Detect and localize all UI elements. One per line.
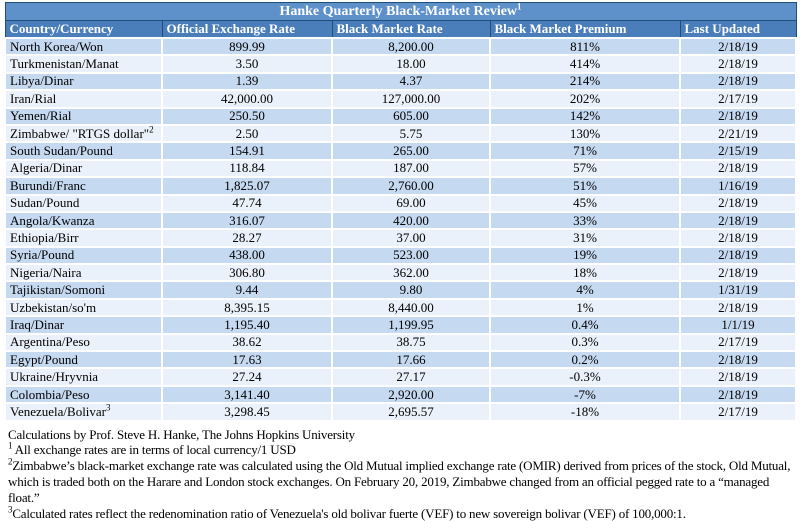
cell-official-rate: 28.27 [162, 229, 332, 246]
cell-black-market-rate: 38.75 [332, 334, 490, 351]
cell-last-updated: 2/15/19 [680, 142, 796, 159]
table-row [5, 177, 796, 194]
cell-last-updated: 2/21/19 [680, 125, 796, 142]
cell-black-market-rate: 2,920.00 [332, 386, 490, 403]
cell-official-rate: 250.50 [162, 108, 332, 125]
row-footnote-ref: 3 [106, 403, 111, 413]
cell-premium: 45% [490, 195, 680, 212]
cell-last-updated: 1/1/19 [680, 316, 796, 333]
table-row [5, 316, 796, 333]
cell-official-rate: 27.24 [162, 368, 332, 385]
table-row [5, 160, 796, 177]
cell-official-rate: 899.99 [162, 38, 332, 55]
table-row [5, 229, 796, 246]
cell-premium: 0.2% [490, 351, 680, 368]
cell-premium: 51% [490, 177, 680, 194]
column-header-official-exchange-rate: Official Exchange Rate [162, 21, 332, 39]
cell-country-currency: Venezuela/Bolivar$^3$ [5, 403, 162, 420]
table-row [5, 403, 796, 420]
cell-official-rate: 2.50 [162, 125, 332, 142]
cell-last-updated: 2/18/19 [680, 212, 796, 229]
header-row [5, 21, 796, 39]
cell-premium: 1% [490, 299, 680, 316]
column-header-last-updated: Last Updated [680, 21, 796, 39]
cell-official-rate: 316.07 [162, 212, 332, 229]
cell-premium: 18% [490, 264, 680, 281]
table-row [5, 125, 796, 142]
footnote-1-ref: 1 [8, 441, 13, 452]
cell-black-market-rate: 187.00 [332, 160, 490, 177]
cell-country-currency: Libya/Dinar [5, 73, 162, 90]
table-row [5, 73, 796, 90]
cell-last-updated: 2/18/19 [680, 264, 796, 281]
cell-official-rate: 8,395.15 [162, 299, 332, 316]
cell-black-market-rate: 8,440.00 [332, 299, 490, 316]
cell-premium: -7% [490, 386, 680, 403]
footnote-3-ref: 3 [8, 504, 13, 515]
table-row [5, 108, 796, 125]
column-header-country-currency: Country/Currency [5, 21, 162, 39]
cell-country-currency: Egypt/Pound [5, 351, 162, 368]
cell-country-currency: Ukraine/Hryvnia [5, 368, 162, 385]
cell-country-currency: Sudan/Pound [5, 195, 162, 212]
table-row [5, 195, 796, 212]
cell-black-market-rate: 37.00 [332, 229, 490, 246]
table-title [5, 3, 796, 21]
title-footnote-ref: 1 [517, 2, 522, 11]
cell-official-rate: 42,000.00 [162, 90, 332, 107]
footnote-exchange-rates [8, 442, 795, 458]
cell-official-rate: 3,141.40 [162, 386, 332, 403]
cell-official-rate: 1.39 [162, 73, 332, 90]
cell-premium: 31% [490, 229, 680, 246]
cell-premium: 130% [490, 125, 680, 142]
table-row [5, 264, 796, 281]
cell-official-rate: 47.74 [162, 195, 332, 212]
footnote-1-text: All exchange rates are in terms of local currency/1 USD [12, 442, 296, 458]
cell-country-currency: Tajikistan/Somoni [5, 281, 162, 298]
table-row [5, 38, 796, 55]
cell-last-updated: 2/18/19 [680, 160, 796, 177]
footnote-zimbabwe [8, 458, 795, 505]
cell-black-market-rate: 18.00 [332, 55, 490, 72]
cell-premium: 142% [490, 108, 680, 125]
cell-country-currency: Angola/Kwanza [5, 212, 162, 229]
cell-official-rate: 38.62 [162, 334, 332, 351]
cell-country-currency: Iraq/Dinar [5, 316, 162, 333]
cell-premium: 57% [490, 160, 680, 177]
footnotes-section [4, 427, 795, 521]
cell-last-updated: 2/18/19 [680, 368, 796, 385]
footnote-venezuela [8, 506, 795, 521]
cell-black-market-rate: 2,760.00 [332, 177, 490, 194]
cell-last-updated: 2/18/19 [680, 73, 796, 90]
cell-last-updated: 1/31/19 [680, 281, 796, 298]
cell-last-updated: 2/18/19 [680, 55, 796, 72]
cell-last-updated: 2/17/19 [680, 90, 796, 107]
cell-black-market-rate: 9.80 [332, 281, 490, 298]
cell-official-rate: 3,298.45 [162, 403, 332, 420]
credit-line: Calculations by Prof. Steve H. Hanke, The Johns Hopkins University [8, 426, 355, 442]
table-title-text: Hanke Quarterly Black-Market Review [279, 3, 518, 19]
cell-official-rate: 154.91 [162, 142, 332, 159]
cell-country-currency: Ethiopia/Birr [5, 229, 162, 246]
cell-country-currency: South Sudan/Pound [5, 142, 162, 159]
cell-premium: 0.3% [490, 334, 680, 351]
cell-black-market-rate: 523.00 [332, 247, 490, 264]
cell-premium: -0.3% [490, 368, 680, 385]
table-row [5, 55, 796, 72]
cell-country-currency: Iran/Rial [5, 90, 162, 107]
cell-country-currency: Yemen/Rial [5, 108, 162, 125]
cell-official-rate: 17.63 [162, 351, 332, 368]
cell-premium: 214% [490, 73, 680, 90]
cell-last-updated: 2/18/19 [680, 386, 796, 403]
cell-country-currency: Algeria/Dinar [5, 160, 162, 177]
table-row [5, 212, 796, 229]
cell-premium: 33% [490, 212, 680, 229]
cell-official-rate: 9.44 [162, 281, 332, 298]
table-row [5, 386, 796, 403]
cell-country-currency: Argentina/Peso [5, 334, 162, 351]
cell-black-market-rate: 420.00 [332, 212, 490, 229]
cell-country-currency: Colombia/Peso [5, 386, 162, 403]
cell-country-currency: Turkmenistan/Manat [5, 55, 162, 72]
cell-last-updated: 2/17/19 [680, 403, 796, 420]
table-row [5, 90, 796, 107]
cell-premium: 0.4% [490, 316, 680, 333]
cell-last-updated: 2/18/19 [680, 299, 796, 316]
cell-last-updated: 2/18/19 [680, 229, 796, 246]
cell-black-market-rate: 265.00 [332, 142, 490, 159]
cell-country-currency: Nigeria/Naira [5, 264, 162, 281]
cell-premium: 71% [490, 142, 680, 159]
cell-black-market-rate: 17.66 [332, 351, 490, 368]
cell-black-market-rate: 127,000.00 [332, 90, 490, 107]
cell-premium: 4% [490, 281, 680, 298]
row-footnote-ref: 2 [149, 124, 154, 135]
cell-country-currency: Uzbekistan/so'm [5, 299, 162, 316]
cell-premium: -18% [490, 403, 680, 420]
cell-black-market-rate: 5.75 [332, 125, 490, 142]
cell-country-currency: Syria/Pound [5, 247, 162, 264]
column-header-black-market-rate: Black Market Rate [332, 21, 490, 39]
footnote-2-ref: 2 [8, 456, 13, 467]
cell-premium: 202% [490, 90, 680, 107]
cell-black-market-rate: 4.37 [332, 73, 490, 90]
title-row [5, 3, 796, 21]
cell-last-updated: 2/18/19 [680, 195, 796, 212]
table-row [5, 299, 796, 316]
cell-country-currency: North Korea/Won [5, 38, 162, 55]
table-row [5, 368, 796, 385]
cell-black-market-rate: 605.00 [332, 108, 490, 125]
cell-black-market-rate: 8,200.00 [332, 38, 490, 55]
table-row [5, 247, 796, 264]
cell-black-market-rate: 362.00 [332, 264, 490, 281]
cell-black-market-rate: 2,695.57 [332, 403, 490, 420]
cell-premium: 414% [490, 55, 680, 72]
cell-official-rate: 3.50 [162, 55, 332, 72]
black-market-review-table [4, 2, 797, 422]
cell-last-updated: 1/16/19 [680, 177, 796, 194]
cell-last-updated: 2/18/19 [680, 247, 796, 264]
column-header-black-market-premium: Black Market Premium [490, 21, 680, 39]
table-row [5, 351, 796, 368]
cell-last-updated: 2/17/19 [680, 334, 796, 351]
cell-official-rate: 118.84 [162, 160, 332, 177]
cell-official-rate: 1,195.40 [162, 316, 332, 333]
cell-black-market-rate: 69.00 [332, 195, 490, 212]
cell-last-updated: 2/18/19 [680, 108, 796, 125]
table-row [5, 142, 796, 159]
cell-country-currency: Zimbabwe/ "RTGS dollar"$^2$ [5, 125, 162, 142]
footnote-2-text: Zimbabwe’s black-market exchange rate was calculated using the Old Mutual implied exchange rate (OMIR) derived from prices of the stock, Old Mutual, which is traded both on the Harare and London stock exchanges. On February 20, 2019, Zimbabwe changed from an official pegged rate to a “managed float.” [8, 458, 791, 505]
cell-official-rate: 306.80 [162, 264, 332, 281]
cell-black-market-rate: 27.17 [332, 368, 490, 385]
footnote-3-text: Calculated rates reflect the redenomination ratio of Venezuela's old bolivar fuerte (VEF) to new sovereign bolivar (VEF) of 100,000:1. [12, 505, 686, 521]
cell-country-currency: Burundi/Franc [5, 177, 162, 194]
table-row [5, 334, 796, 351]
cell-premium: 811% [490, 38, 680, 55]
cell-premium: 19% [490, 247, 680, 264]
cell-last-updated: 2/18/19 [680, 351, 796, 368]
cell-official-rate: 438.00 [162, 247, 332, 264]
cell-last-updated: 2/18/19 [680, 38, 796, 55]
cell-official-rate: 1,825.07 [162, 177, 332, 194]
table-row [5, 281, 796, 298]
cell-black-market-rate: 1,199.95 [332, 316, 490, 333]
